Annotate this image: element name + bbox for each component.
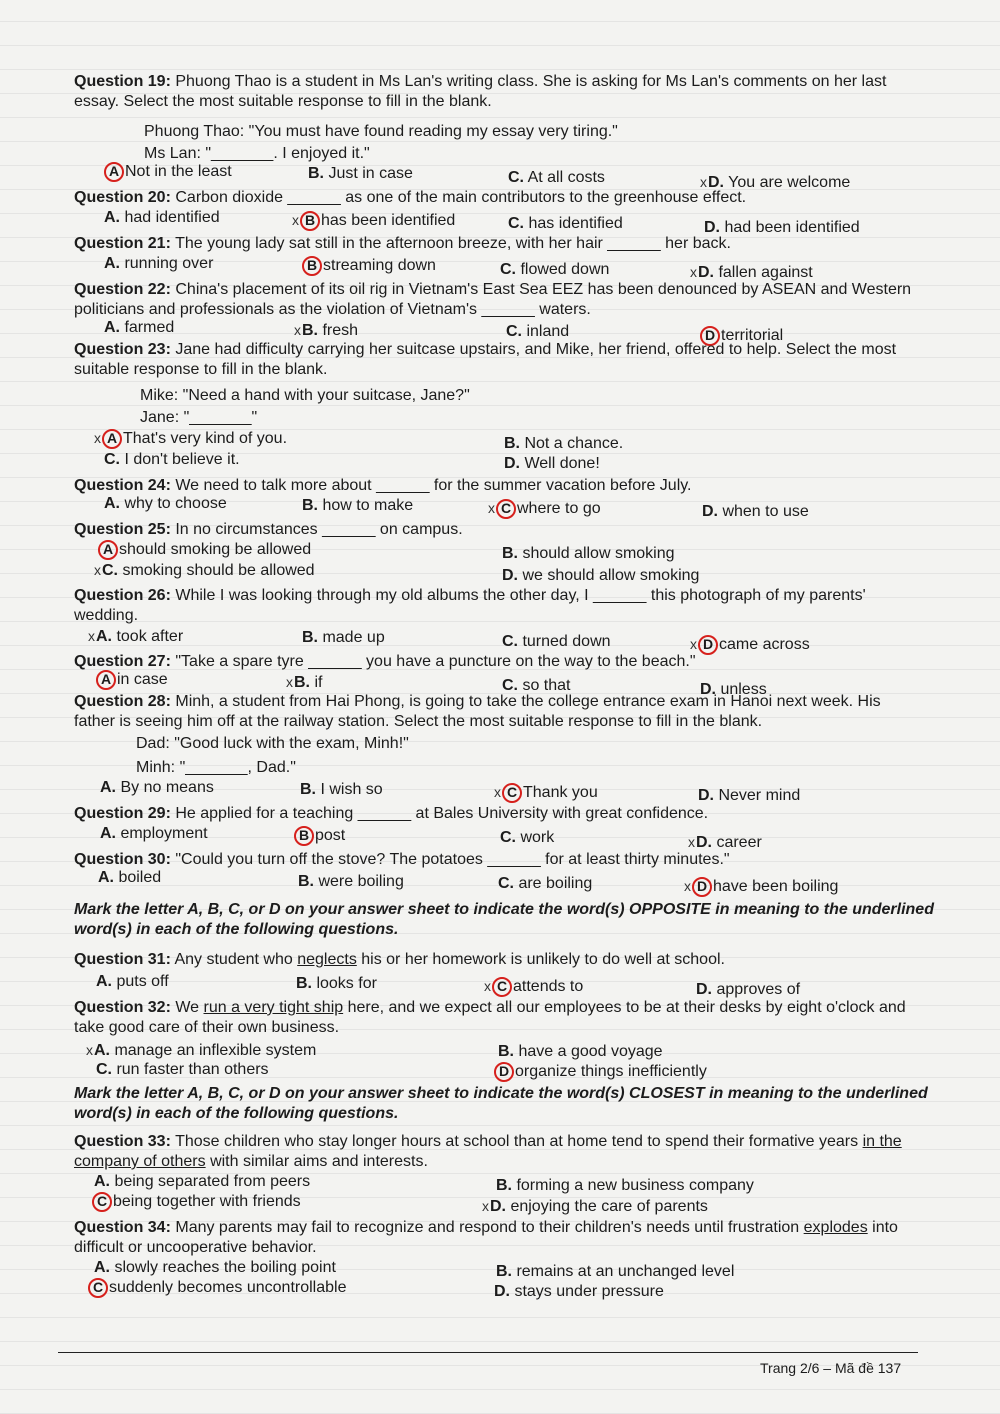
option-c[interactable]: x C where to go	[488, 500, 601, 517]
question-22: Question 22: China's placement of its oil rig in Vietnam's East Sea EEZ has been denounced by ASEAN and Western politicians and professionals as the violation of Vietnam's ______ waters.	[74, 281, 912, 318]
question-34: Question 34: Many parents may fail to recognize and respond to their children's needs until frustration explodes into difficult or uncooperative behavior.	[74, 1219, 898, 1256]
option-d[interactable]: xD. You are welcome	[700, 174, 851, 191]
question-21: Question 21: The young lady sat still in the afternoon breeze, with her hair ______ her back.	[74, 235, 731, 252]
option-c[interactable]: C. I don't believe it.	[104, 451, 240, 468]
option-d[interactable]: xD. fallen against	[690, 264, 813, 281]
option-b[interactable]: B. I wish so	[300, 781, 383, 798]
option-d[interactable]: D. unless	[700, 681, 767, 698]
question-24: Question 24: We need to talk more about ______ for the summer vacation before July.	[74, 477, 692, 494]
option-b[interactable]: B. have a good voyage	[498, 1043, 663, 1060]
option-a[interactable]: A. being separated from peers	[94, 1173, 311, 1190]
answer-circle: D	[698, 635, 718, 655]
option-c[interactable]: x C attends to	[484, 978, 584, 995]
answer-circle: A	[98, 540, 118, 560]
question-31: Question 31: Any student who neglects his or her homework is unlikely to do well at school.	[74, 951, 725, 968]
option-b[interactable]: B streaming down	[302, 256, 436, 276]
option-b[interactable]: B. should allow smoking	[502, 545, 675, 562]
option-c[interactable]: C. inland	[506, 323, 570, 340]
option-d[interactable]: D. stays under pressure	[494, 1283, 664, 1300]
option-a[interactable]: A. why to choose	[104, 495, 227, 512]
option-c[interactable]: C suddenly becomes uncontrollable	[88, 1278, 346, 1298]
dialogue-line: Phuong Thao: "You must have found reading my essay very tiring."	[144, 123, 618, 140]
option-a[interactable]: A in case	[96, 670, 168, 690]
answer-circle: B	[294, 826, 314, 846]
answer-circle: D	[494, 1062, 514, 1082]
option-a[interactable]: A. puts off	[96, 973, 169, 990]
option-b[interactable]: xB. if	[286, 674, 323, 691]
underlined-word: neglects	[297, 951, 357, 968]
option-a[interactable]: A. farmed	[104, 319, 175, 336]
option-b[interactable]: B. Just in case	[308, 165, 413, 182]
option-d[interactable]: D. when to use	[702, 503, 809, 520]
option-c[interactable]: C. run faster than others	[96, 1061, 269, 1078]
question-32: Question 32: We run a very tight ship here, and we expect all our employees to be at their desks by eight o'clock and take good care of their own business.	[74, 999, 906, 1036]
dialogue-line: Minh: "_______, Dad."	[136, 759, 296, 776]
option-a[interactable]: A should smoking be allowed	[98, 540, 311, 560]
option-b[interactable]: B. how to make	[302, 497, 414, 514]
dialogue-line: Mike: "Need a hand with your suitcase, Jane?"	[140, 387, 470, 404]
option-b[interactable]: B. made up	[302, 629, 385, 646]
question-29: Question 29: He applied for a teaching ______ at Bales University with great confidence.	[74, 805, 709, 822]
option-d[interactable]: D. had been identified	[704, 219, 860, 236]
option-b[interactable]: x B has been identified	[292, 212, 456, 229]
underlined-word: run a very tight ship	[203, 999, 344, 1016]
question-19: Question 19: Phuong Thao is a student in Ms Lan's writing class. She is asking for Ms Lan's comments on her last essay. Select the most suitable response to fill in the blank.	[74, 73, 887, 110]
option-d[interactable]: D. Never mind	[698, 787, 801, 804]
option-a[interactable]: xA. manage an inflexible system	[86, 1042, 317, 1059]
section-instruction-opposite: Mark the letter A, B, C, or D on your answer sheet to indicate the word(s) OPPOSITE in meaning to the underlined word(s) in each of the following questions.	[74, 901, 934, 938]
option-c[interactable]: C. flowed down	[500, 261, 610, 278]
answer-circle: B	[302, 256, 322, 276]
section-instruction-closest: Mark the letter A, B, C, or D on your answer sheet to indicate the word(s) CLOSEST in meaning to the underlined word(s) in each of the following questions.	[74, 1085, 928, 1122]
question-26: Question 26: While I was looking through my old albums the other day, I ______ this photograph of my parents' wedding.	[74, 587, 866, 624]
question-28: Question 28: Minh, a student from Hai Phong, is going to take the college entrance exam in Hanoi next week. His father is seeing him off at the railway station. Select the most suitable response to fill in the blank.	[74, 693, 881, 730]
option-d[interactable]: x D came across	[690, 636, 810, 653]
option-c[interactable]: C being together with friends	[92, 1192, 301, 1212]
footer-divider	[58, 1352, 918, 1353]
option-a[interactable]: A. slowly reaches the boiling point	[94, 1259, 336, 1276]
answer-circle: C	[88, 1278, 108, 1298]
option-c[interactable]: C. are boiling	[498, 875, 593, 892]
option-c[interactable]: C. At all costs	[508, 169, 605, 186]
question-30: Question 30: "Could you turn off the stove? The potatoes ______ for at least thirty minutes."	[74, 851, 730, 868]
option-b[interactable]: B. were boiling	[298, 873, 404, 890]
option-a[interactable]: x A That's very kind of you.	[94, 430, 288, 447]
answer-circle: A	[104, 162, 124, 182]
option-d[interactable]: D. we should allow smoking	[502, 567, 700, 584]
option-a[interactable]: A Not in the least	[104, 162, 232, 182]
answer-circle: B	[300, 211, 320, 231]
page-footer: Trang 2/6 – Mã đề 137	[760, 1360, 902, 1376]
option-d[interactable]: D organize things inefficiently	[494, 1062, 707, 1082]
underlined-word: explodes	[803, 1219, 868, 1236]
option-c[interactable]: C. has identified	[508, 215, 623, 232]
answer-circle: C	[492, 977, 512, 997]
option-d[interactable]: xD. enjoying the care of parents	[482, 1198, 708, 1215]
option-c[interactable]: C. work	[500, 829, 555, 846]
answer-circle: C	[92, 1192, 112, 1212]
dialogue-line: Jane: "_______"	[140, 409, 258, 426]
option-b[interactable]: B. forming a new business company	[496, 1177, 754, 1194]
option-d[interactable]: x D have been boiling	[684, 878, 839, 895]
option-d[interactable]: D territorial	[700, 326, 783, 346]
underlined-word: in the company of others	[74, 1133, 902, 1170]
question-23: Question 23: Jane had difficulty carrying her suitcase upstairs, and Mike, her friend, offered to help. Select the most suitable response to fill in the blank.	[74, 341, 897, 378]
option-a[interactable]: A. employment	[100, 825, 208, 842]
answer-circle: A	[96, 670, 116, 690]
option-d[interactable]: D. approves of	[696, 981, 801, 998]
option-a[interactable]: A. boiled	[98, 869, 162, 886]
answer-circle: C	[496, 499, 516, 519]
option-a[interactable]: xA. took after	[88, 628, 184, 645]
option-a[interactable]: A. running over	[104, 255, 214, 272]
option-c[interactable]: xC. smoking should be allowed	[94, 562, 315, 579]
answer-circle: A	[102, 429, 122, 449]
option-a[interactable]: A. By no means	[100, 779, 214, 796]
option-d[interactable]: D. Well done!	[504, 455, 600, 472]
option-c[interactable]: C. turned down	[502, 633, 611, 650]
question-27: Question 27: "Take a spare tyre ______ you have a puncture on the way to the beach."	[74, 653, 696, 670]
answer-circle: D	[692, 877, 712, 897]
dialogue-line: Ms Lan: "_______. I enjoyed it."	[144, 145, 370, 162]
answer-circle: D	[700, 326, 720, 346]
question-33: Question 33: Those children who stay longer hours at school than at home tend to spend their formative years in the company of others with similar aims and interests.	[74, 1133, 902, 1170]
option-a[interactable]: A. had identified	[104, 209, 220, 226]
option-b[interactable]: B post	[294, 826, 345, 846]
answer-circle: C	[502, 783, 522, 803]
option-b[interactable]: B. looks for	[296, 975, 377, 992]
option-d[interactable]: xD. career	[688, 834, 762, 851]
dialogue-line: Dad: "Good luck with the exam, Minh!"	[136, 735, 409, 752]
option-b[interactable]: xB. fresh	[294, 322, 359, 339]
question-25: Question 25: In no circumstances ______ on campus.	[74, 521, 463, 538]
option-c[interactable]: x C Thank you	[494, 784, 598, 801]
option-b[interactable]: B. Not a chance.	[504, 435, 624, 452]
option-c[interactable]: C. so that	[502, 677, 571, 694]
question-20: Question 20: Carbon dioxide ______ as one of the main contributors to the greenhouse effect.	[74, 189, 747, 206]
option-b[interactable]: B. remains at an unchanged level	[496, 1263, 735, 1280]
